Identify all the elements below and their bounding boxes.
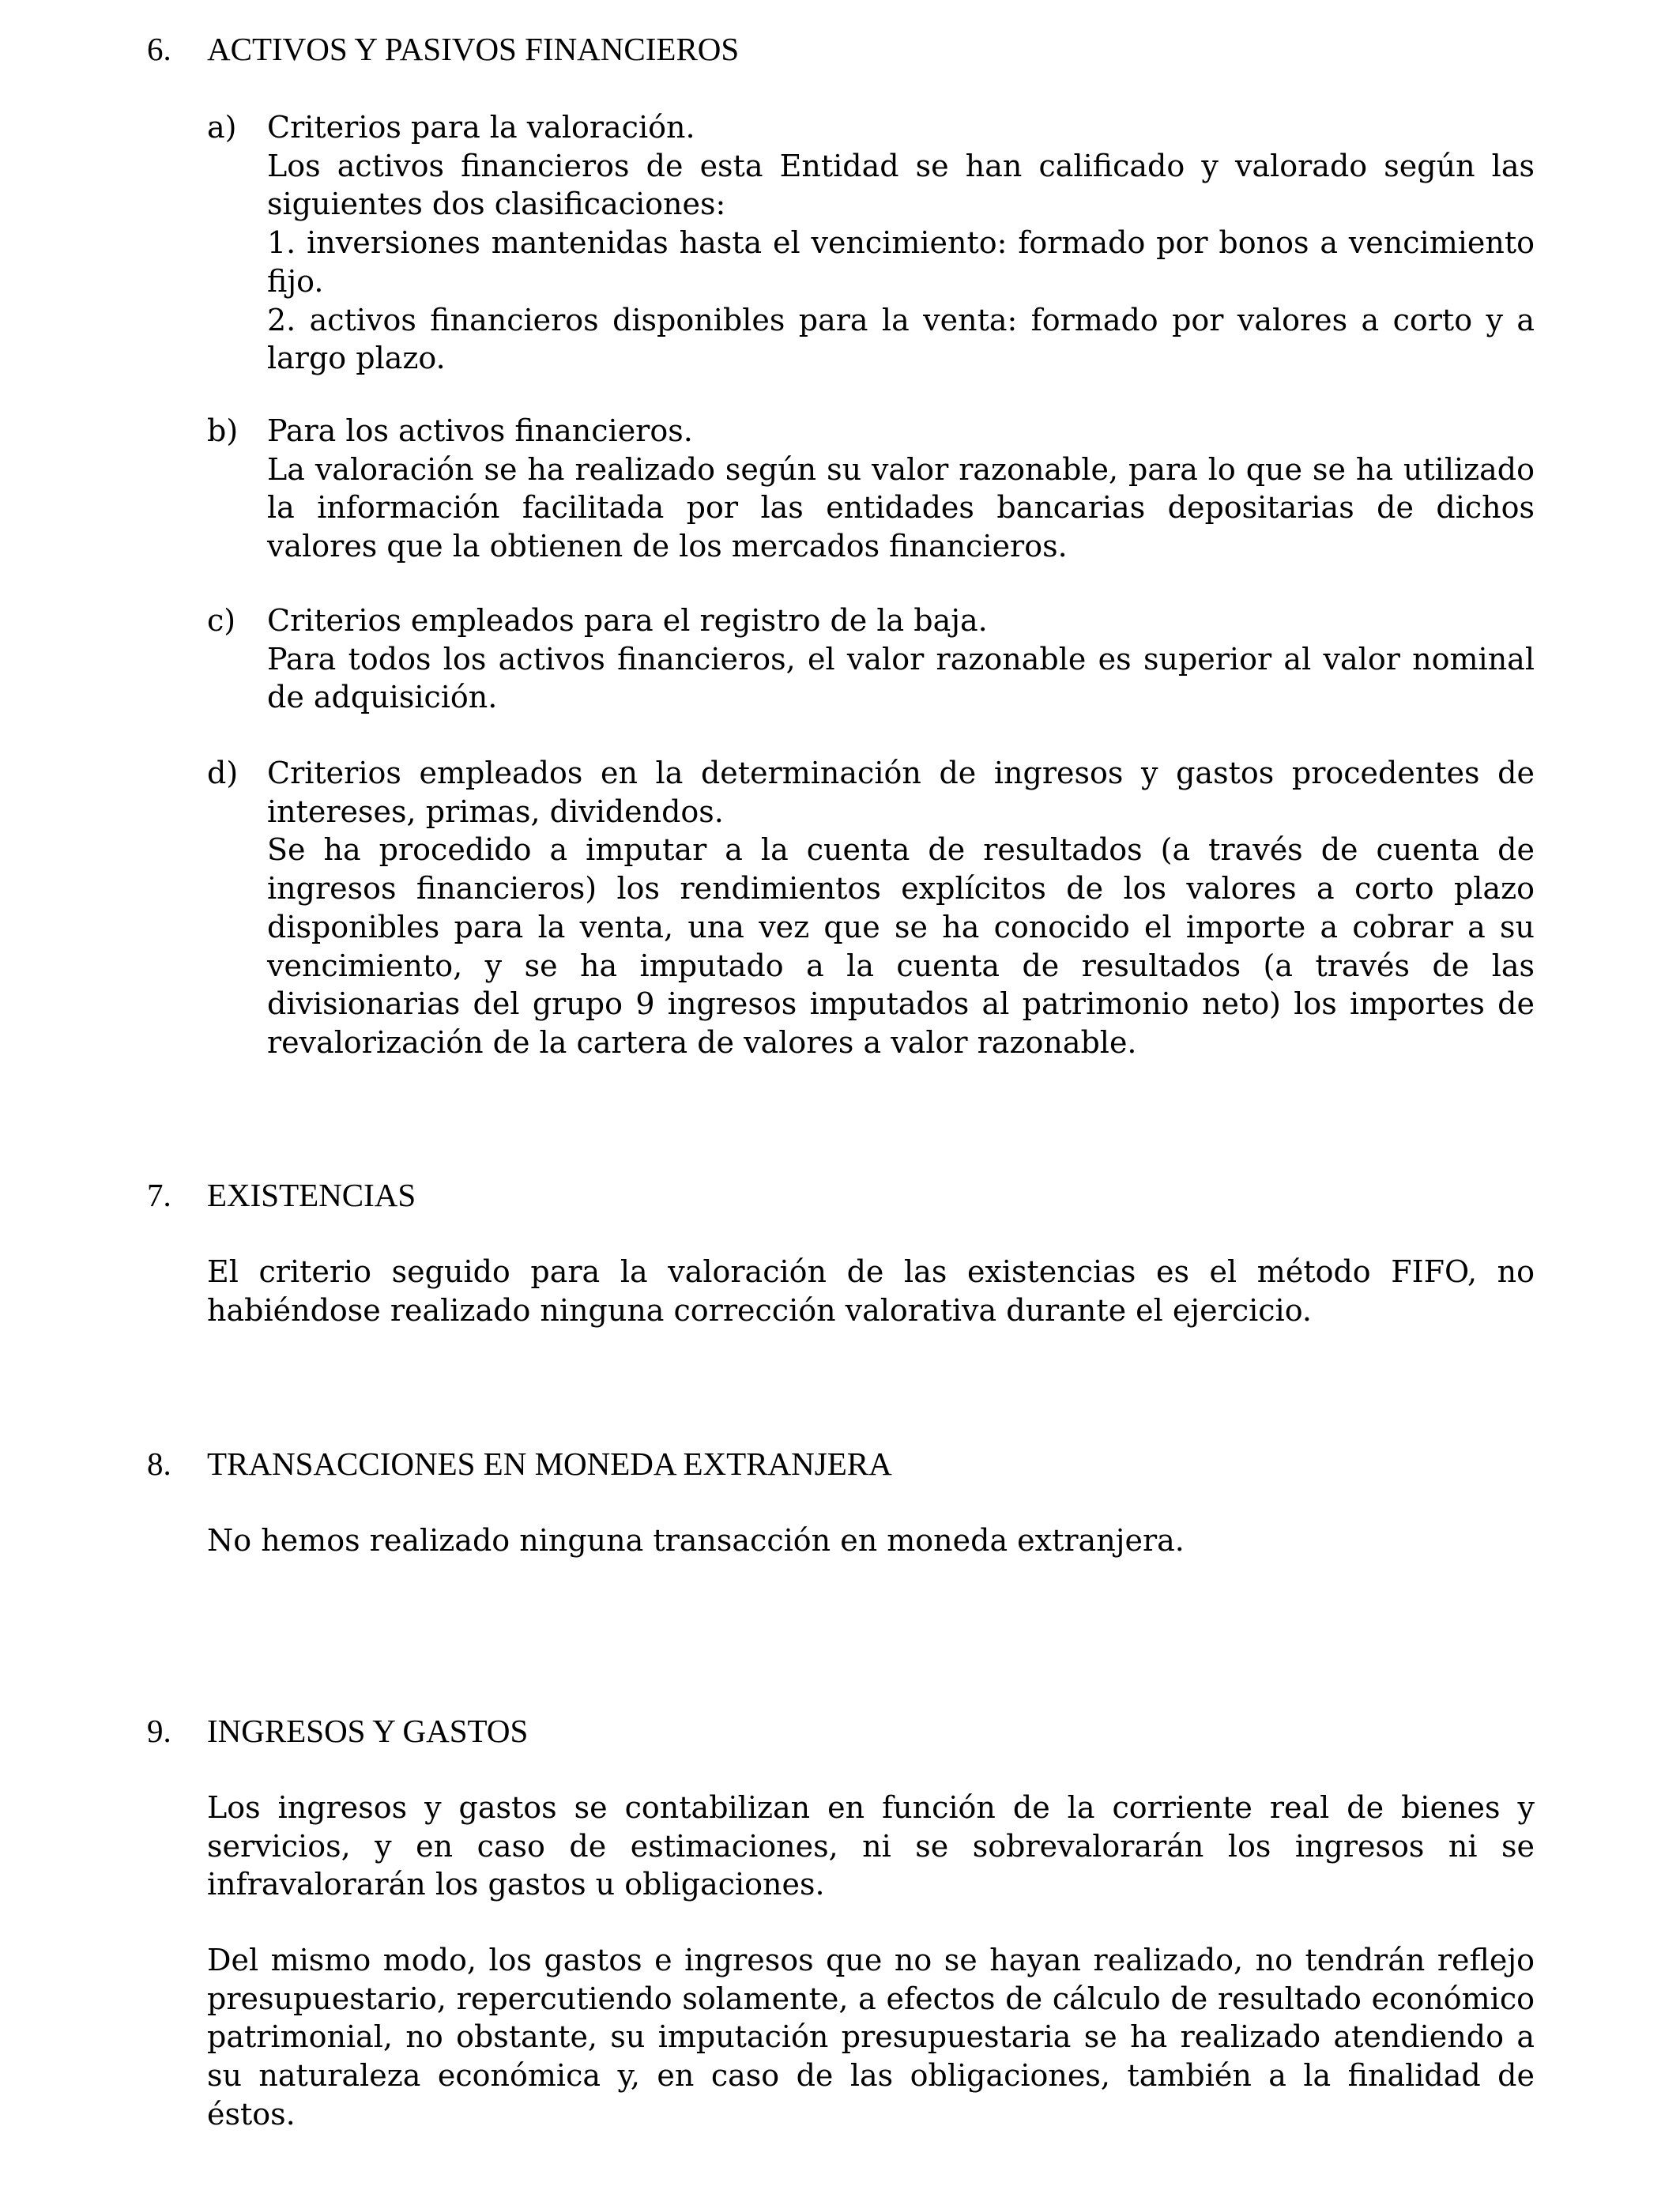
section-8-paragraph: No hemos realizado ninguna transacción en moneda extranjera. bbox=[207, 1523, 1185, 1558]
section-7-title bbox=[147, 1176, 416, 1214]
section-number: 7. bbox=[147, 1177, 171, 1213]
item-line: La valoración se ha realizado según su valor razonable, para lo que se ha utilizado la información facilitada por las entidades bancarias depositarias de dichos valores que la obtienen de los mercados financieros. bbox=[267, 451, 1535, 564]
section-6-item-b bbox=[207, 412, 1535, 566]
section-6-item-d bbox=[207, 754, 1535, 1062]
item-line: 1. inversiones mantenidas hasta el vencimiento: formado por bonos a vencimiento fijo. bbox=[267, 225, 1535, 299]
section-6-item-a bbox=[207, 108, 1535, 378]
item-heading: Criterios empleados para el registro de la baja. bbox=[267, 603, 988, 638]
section-number: 9. bbox=[147, 1713, 171, 1749]
section-6-title bbox=[147, 30, 739, 68]
section-9-paragraph-1: Los ingresos y gastos se contabilizan en función de la corriente real de bienes y servicios, y en caso de estimaciones, ni se sobrevalorarán los ingresos ni se infravalorarán los gastos u obligaciones. bbox=[207, 1790, 1535, 1902]
item-letter: c) bbox=[207, 603, 236, 638]
section-9-paragraph-2: Del mismo modo, los gastos e ingresos que no se hayan realizado, no tendrán reflejo presupuestario, repercutiendo solamente, a efectos de cálculo de resultado económico patrimonial, no obstante, su imputación presupuestaria se ha realizado atendiendo a su naturaleza económica y, en caso de las obligaciones, también a la finalidad de éstos. bbox=[207, 1943, 1535, 2132]
item-heading: Criterios para la valoración. bbox=[267, 110, 695, 145]
item-line: Los activos financieros de esta Entidad se han calificado y valorado según las siguientes dos clasificaciones: bbox=[267, 148, 1535, 222]
section-9-title bbox=[147, 1712, 528, 1750]
section-heading: ACTIVOS Y PASIVOS FINANCIEROS bbox=[207, 31, 740, 67]
section-heading: TRANSACCIONES EN MONEDA EXTRANJERA bbox=[207, 1446, 892, 1482]
item-heading: Criterios empleados en la determinación de ingresos y gastos procedentes de intereses, primas, dividendos. bbox=[267, 756, 1535, 829]
item-line: Para todos los activos financieros, el valor razonable es superior al valor nominal de adquisición. bbox=[267, 641, 1535, 715]
item-line: Se ha procedido a imputar a la cuenta de resultados (a través de cuenta de ingresos financieros) los rendimientos explícitos de los valores a corto plazo disponibles para la venta, una vez que se ha conocido el importe a cobrar a su vencimiento, y se ha imputado a la cuenta de resultados (a través de las divisionarias del grupo 9 ingresos imputados al patrimonio neto) los importes de revalorización de la cartera de valores a valor razonable. bbox=[267, 832, 1535, 1060]
section-6-item-c bbox=[207, 601, 1535, 717]
item-letter: d) bbox=[207, 756, 239, 790]
section-heading: INGRESOS Y GASTOS bbox=[207, 1713, 529, 1749]
item-letter: a) bbox=[207, 110, 237, 145]
section-8-title bbox=[147, 1445, 892, 1483]
section-heading: EXISTENCIAS bbox=[207, 1177, 416, 1213]
section-number: 8. bbox=[147, 1446, 171, 1482]
item-line: 2. activos financieros disponibles para la venta: formado por valores a corto y a largo plazo. bbox=[267, 302, 1535, 376]
item-heading: Para los activos financieros. bbox=[267, 413, 693, 448]
item-letter: b) bbox=[207, 413, 239, 448]
section-7-paragraph: El criterio seguido para la valoración de las existencias es el método FIFO, no habiéndose realizado ninguna corrección valorativa durante el ejercicio. bbox=[207, 1254, 1535, 1328]
section-number: 6. bbox=[147, 31, 171, 67]
